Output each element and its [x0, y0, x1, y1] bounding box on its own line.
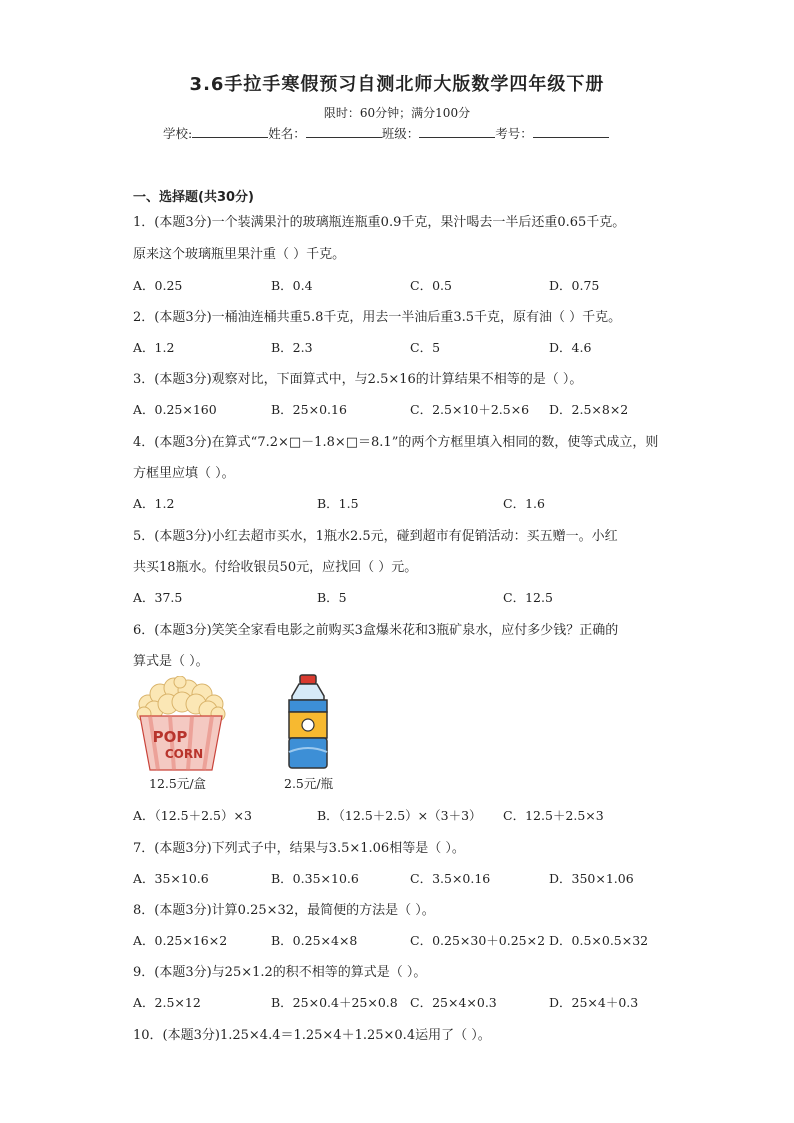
question-4-line-1: 4．(本题3分)在算式“7.2×□－1.8×□＝8.1”的两个方框里填入相同的数，使等式成立，则	[133, 435, 659, 450]
question-7-line-1: 7．(本题3分)下列式子中，结果与3.5×1.06相等是（ ）。	[133, 841, 465, 856]
question-6-option-a: A．（12.5＋2.5）×3	[133, 808, 252, 823]
class-blank	[419, 124, 495, 138]
question-3-option-a: A．0.25×160	[133, 402, 217, 417]
question-10-line-1: 10．(本题3分)1.25×4.4＝1.25×4＋1.25×0.4运用了（ ）。	[133, 1028, 491, 1043]
question-8-option-c: C．0.25×30＋0.25×2	[410, 933, 546, 948]
question-5-option-b: B．5	[317, 590, 347, 605]
question-4-option-a: A．1.2	[133, 496, 175, 511]
question-7-option-c: C．3.5×0.16	[410, 871, 491, 886]
question-3-option-d: D．2.5×8×2	[549, 402, 629, 417]
question-2-option-c: C．5	[410, 340, 441, 355]
popcorn-pop-text: POP	[152, 728, 188, 746]
question-1-option-d: D．0.75	[549, 278, 600, 293]
school-label: 学校:	[163, 126, 193, 141]
question-4-option-c: C．1.6	[503, 496, 545, 511]
question-3-option-c: C．2.5×10＋2.5×6	[410, 402, 530, 417]
question-2-option-a: A．1.2	[133, 340, 175, 355]
question-8-option-a: A．0.25×16×2	[133, 933, 228, 948]
name-blank	[306, 124, 382, 138]
page-title: 3.6手拉手寒假预习自测北师大版数学四年级下册	[189, 74, 605, 95]
time-limit-text: 限时：60分钟；满分100分	[323, 106, 471, 120]
question-9-option-b: B．25×0.4＋25×0.8	[271, 995, 398, 1010]
question-1-option-b: B．0.4	[271, 278, 313, 293]
question-2-option-d: D．4.6	[549, 340, 592, 355]
question-9-line-1: 9．(本题3分)与25×1.2的积不相等的算式是（ ）。	[133, 965, 427, 980]
name-label: 姓名：	[268, 126, 306, 141]
question-3-line-1: 3．(本题3分)观察对比，下面算式中，与2.5×16的计算结果不相等的是（ ）。	[133, 372, 583, 387]
question-5-option-a: A．37.5	[133, 590, 183, 605]
question-2-line-1: 2．(本题3分)一桶油连桶共重5.8千克，用去一半油后重3.5千克，原有油（ ）千克。	[133, 310, 622, 325]
student-info-row	[163, 124, 609, 142]
question-3-option-b: B．25×0.16	[271, 402, 347, 417]
question-4-option-b: B．1.5	[317, 496, 359, 511]
question-1-option-c: C．0.5	[410, 278, 452, 293]
question-2-option-b: B．2.3	[271, 340, 313, 355]
water-bottle-icon	[284, 674, 332, 772]
question-7-option-d: D．350×1.06	[549, 871, 634, 886]
question-9-option-d: D．25×4＋0.3	[549, 995, 639, 1010]
question-6-line-2: 算式是（ ）。	[133, 654, 209, 669]
question-4-line-2: 方框里应填（ ）。	[133, 466, 235, 481]
question-6-option-c: C．12.5＋2.5×3	[503, 808, 604, 823]
school-blank	[192, 124, 268, 138]
question-5-line-1: 5．(本题3分)小红去超市买水，1瓶水2.5元，碰到超市有促销活动：买五赠一。小红	[133, 529, 618, 544]
exam-number-label: 考号：	[495, 126, 533, 141]
popcorn-corn-text: CORN	[164, 747, 204, 761]
question-1-line-1: 1．(本题3分)一个装满果汁的玻璃瓶连瓶重0.9千克，果汁喝去一半后还重0.65千克。	[133, 215, 626, 230]
question-8-option-d: D．0.5×0.5×32	[549, 933, 649, 948]
question-6-line-1: 6．(本题3分)笑笑全家看电影之前购买3盒爆米花和3瓶矿泉水，应付多少钱？正确的	[133, 623, 619, 638]
question-8-option-b: B．0.25×4×8	[271, 933, 358, 948]
question-1-option-a: A．0.25	[133, 278, 183, 293]
class-label: 班级：	[381, 126, 420, 141]
question-7-option-a: A．35×10.6	[133, 871, 209, 886]
question-5-line-2: 共买18瓶水。付给收银员50元，应找回（ ）元。	[133, 560, 418, 575]
exam-number-blank	[533, 124, 609, 138]
question-8-line-1: 8．(本题3分)计算0.25×32，最简便的方法是（ ）。	[133, 903, 435, 918]
question-6-option-b: B．（12.5＋2.5）×（3＋3）	[317, 808, 482, 823]
question-5-option-c: C．12.5	[503, 590, 553, 605]
question-9-option-a: A．2.5×12	[133, 995, 201, 1010]
section-title: 一、选择题(共30分)	[133, 190, 254, 205]
question-7-option-b: B．0.35×10.6	[271, 871, 359, 886]
popcorn-icon	[134, 676, 228, 772]
question-1-line-2: 原来这个玻璃瓶里果汁重（ ）千克。	[133, 247, 346, 262]
popcorn-price-label: 12.5元/盒	[149, 776, 207, 791]
question-9-option-c: C．25×4×0.3	[410, 995, 497, 1010]
water-price-label: 2.5元/瓶	[284, 776, 334, 791]
